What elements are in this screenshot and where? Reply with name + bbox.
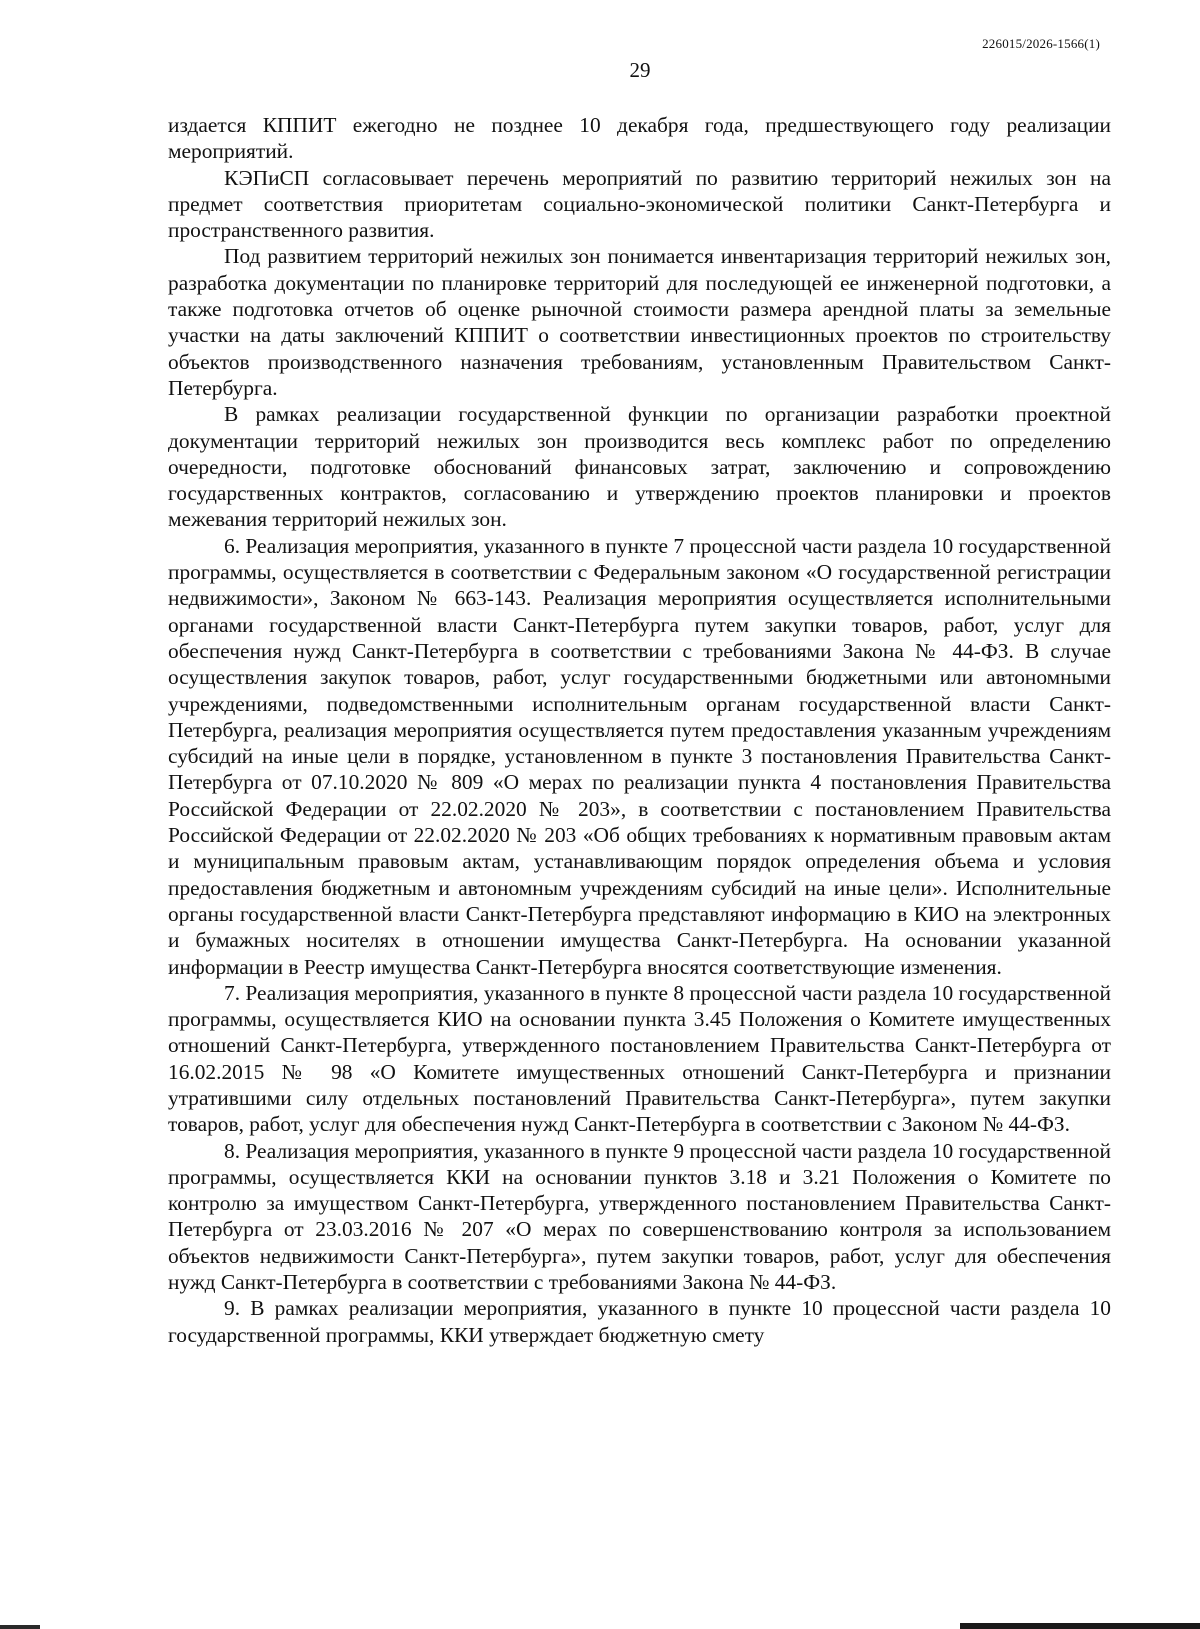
scan-edge-mark [0, 1625, 40, 1629]
paragraph-continuation: издается КППИТ ежегодно не позднее 10 декабря года, предшествующего году реализации мероприятий. [168, 113, 1111, 164]
document-body [168, 112, 1111, 1348]
paragraph-item-7: 7. Реализация мероприятия, указанного в пункте 8 процессной части раздела 10 государственной программы, осуществляется КИО на основании пункта 3.45 Положения о Комитете имущественных отношений Санкт-Петербурга, утвержденного постановлением Правительства Санкт-Петербурга от 16.02.2015 № 98 «О Комитете имущественных отношений Санкт-Петербурга и признании утратившими силу отдельных постановлений Правительства Санкт-Петербурга», путем закупки товаров, работ, услуг для обеспечения нужд Санкт-Петербурга в соответствии с Законом № 44-ФЗ. [168, 980, 1111, 1137]
paragraph-kepisp-approval: КЭПиСП согласовывает перечень мероприятий по развитию территорий нежилых зон на предмет соответствия приоритетам социально-экономической политики Санкт-Петербурга и пространственного развития. [168, 165, 1111, 243]
paragraph-item-6: 6. Реализация мероприятия, указанного в пункте 7 процессной части раздела 10 государственной программы, осуществляется в соответствии с Федеральным законом «О государственной регистрации недвижимости», Законом № 663-143. Реализация мероприятия осуществляется исполнительными органами государственной власти Санкт-Петербурга путем закупки товаров, работ, услуг для обеспечения нужд Санкт-Петербурга в соответствии с требованиями Закона № 44-ФЗ. В случае осуществления закупок товаров, работ, услуг государственными бюджетными или автономными учреждениями, подведомственными исполнительным органам государственной власти Санкт-Петербурга, реализация мероприятия осуществляется путем предоставления указанным учреждениям субсидий на иные цели в порядке, установленном в пункте 3 постановления Правительства Санкт-Петербурга от 07.10.2020 № 809 «О мерах по реализации пункта 4 постановления Правительства Российской Федерации от 22.02.2020 № 203», в соответствии с постановлением Правительства Российской Федерации от 22.02.2020 № 203 «Об общих требованиях к нормативным правовым актам и муниципальным правовым актам, устанавливающим порядок определения объема и условия предоставления бюджетным и автономным учреждениям субсидий на иные цели». Исполнительные органы государственной власти Санкт-Петербурга представляют информацию в КИО на электронных и бумажных носителях в отношении имущества Санкт-Петербурга. На основании указанной информации в Реестр имущества Санкт-Петербурга вносятся соответствующие изменения. [168, 533, 1111, 979]
document-registration-number: 226015/2026-1566(1) [982, 36, 1100, 51]
paragraph-item-8: 8. Реализация мероприятия, указанного в пункте 9 процессной части раздела 10 государственной программы, осуществляется ККИ на основании пунктов 3.18 и 3.21 Положения о Комитете по контролю за имуществом Санкт-Петербурга, утвержденного постановлением Правительства Санкт-Петербурга от 23.03.2016 № 207 «О мерах по совершенствованию контроля за использованием объектов недвижимости Санкт-Петербурга», путем закупки товаров, работ, услуг для обеспечения нужд Санкт-Петербурга в соответствии с требованиями Закона № 44-ФЗ. [168, 1138, 1111, 1295]
page-number: 29 [629, 58, 651, 82]
paragraph-design-documentation: В рамках реализации государственной функции по организации разработки проектной документации территорий нежилых зон производится весь комплекс работ по определению очередности, подготовке обоснований финансовых затрат, заключению и сопровождению государственных контрактов, согласованию и утверждению проектов планировки и проектов межевания территорий нежилых зон. [168, 402, 1111, 532]
paragraph-item-9: 9. В рамках реализации мероприятия, указанного в пункте 10 процессной части раздела 10 государственной программы, ККИ утверждает бюджетную смету [168, 1296, 1111, 1347]
paragraph-development-definition: Под развитием территорий нежилых зон понимается инвентаризация территорий нежилых зон, разработка документации по планировке территорий для последующей ее инженерной подготовки, а также подготовка отчетов об оценке рыночной стоимости размера арендной платы за земельные участки на даты заключений КППИТ о соответствии инвестиционных проектов по строительству объектов производственного назначения требованиям, установленным Правительством Санкт-Петербурга. [168, 244, 1111, 400]
scan-edge-shadow [960, 1623, 1200, 1629]
